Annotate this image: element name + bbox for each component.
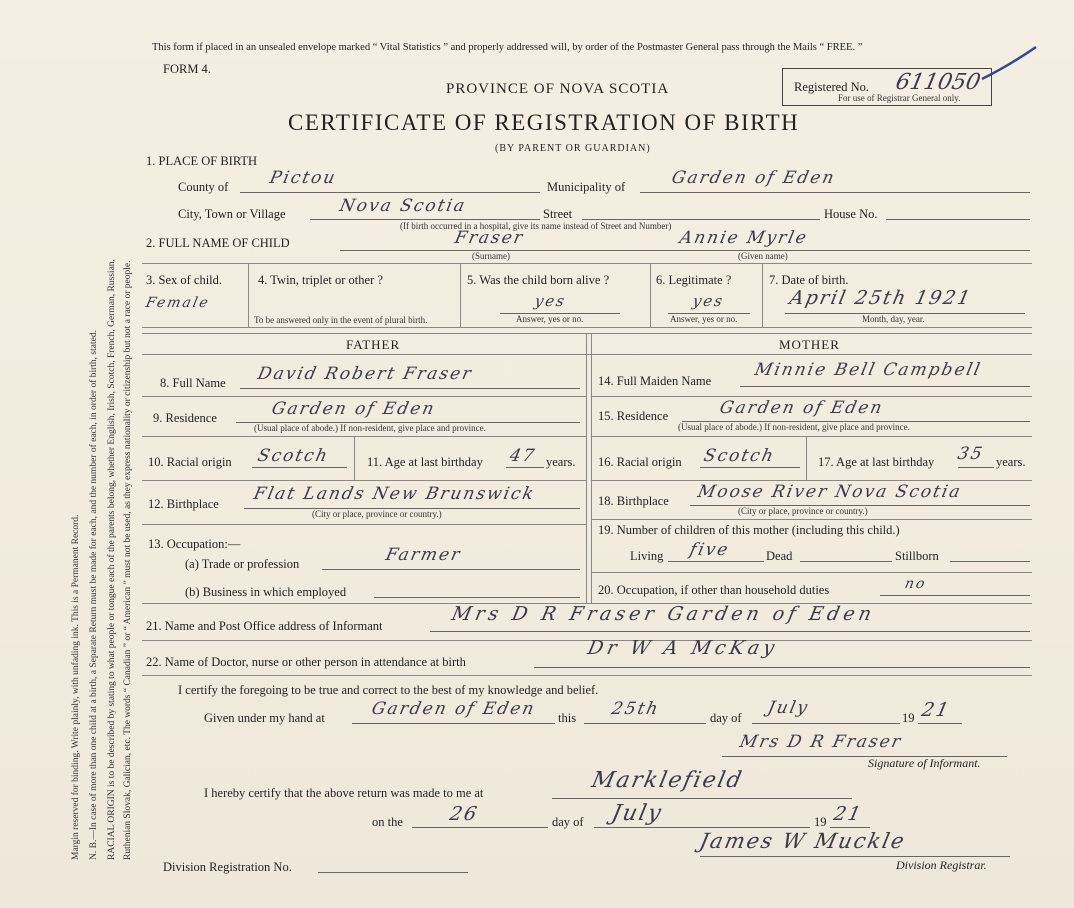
father-row-rule-1 [142,396,586,397]
parents-head-rule [142,354,1032,355]
registrar-year-line [830,827,870,828]
sex-value: Female [144,295,212,311]
mother-name-label: 14. Full Maiden Name [598,374,712,388]
registrar-signature: James W Muckle [697,829,909,853]
hospital-note: (If birth occurred in a hospital, give its name instead of Street and Number) [400,221,672,231]
mother-age-line [958,467,994,468]
father-trade-value: Farmer [383,545,464,565]
mother-residence-value: Garden of Eden [717,398,886,418]
father-age-value: 47 [507,446,538,466]
municipality-line [640,192,1030,193]
details-divider-1 [248,263,249,327]
given-year-prefix: 19 [902,711,915,725]
details-divider-2 [460,263,461,327]
registrar-day-value: 26 [447,803,481,825]
mother-racial-divider [806,436,807,480]
dead-line [800,561,892,562]
father-name-value: David Robert Fraser [255,364,475,384]
mother-row-rule-3 [591,480,1032,481]
living-line [668,561,764,562]
municipality-value: Garden of Eden [669,168,838,188]
mother-occupation-line [880,595,1030,596]
county-label: County of [178,180,229,194]
mother-row-rule-1 [591,396,1032,397]
father-name-line [240,388,580,389]
father-age-line [506,467,544,468]
mother-name-line [740,386,1030,387]
this-label: this [558,711,577,725]
check-mark-icon [980,45,1040,85]
father-residence-label: 9. Residence [153,411,217,425]
doctor-label: 22. Name of Doctor, nurse or other person in attendance at birth [146,655,466,669]
given-day-line [584,723,706,724]
mother-age-value: 35 [955,444,986,464]
child-surname-value: Fraser [452,228,527,248]
division-registrar-label: Division Registrar. [896,858,987,872]
father-business-label: (b) Business in which employed [185,585,347,599]
informant-rule [142,640,1032,641]
father-birthplace-value: Flat Lands New Brunswick [251,484,538,504]
father-trade-label: (a) Trade or profession [185,557,300,571]
margin-multiple-birth-note: N. B.—In case of more than one child at a birth, a Separate Return must be made for each, and the number of each, in order of birth, stated. [89,330,99,860]
registrar-month-value: July [609,801,666,826]
registrar-year-prefix: 19 [814,815,827,829]
certificate-title: CERTIFICATE OF REGISTRATION OF BIRTH [288,110,800,135]
informant-signature-label: Signature of Informant. [868,756,981,770]
living-label: Living [630,549,664,563]
born-alive-note: Answer, yes or no. [516,314,584,324]
municipality-label: Municipality of [547,180,626,194]
twin-label: 4. Twin, triplet or other ? [258,273,383,287]
date-of-birth-label: 7. Date of birth. [769,273,849,287]
father-residence-value: Garden of Eden [269,399,438,419]
division-registration-label: Division Registration No. [163,860,292,874]
father-birthplace-note: (City or place, province or country.) [312,509,442,519]
given-day-value: 25th [609,699,662,719]
born-alive-label: 5. Was the child born alive ? [467,273,610,287]
child-name-label: 2. FULL NAME OF CHILD [146,236,290,250]
street-line [582,219,820,220]
house-no-label: House No. [824,207,878,221]
given-day-of-label: day of [710,711,742,725]
father-name-label: 8. Full Name [160,376,226,390]
father-abode-note: (Usual place of abode.) If non-resident, give place and province. [254,423,486,433]
given-year-value: 21 [919,699,953,721]
mother-row-rule-4 [591,519,1032,520]
postal-notice: This form if placed in an unsealed envelope marked “ Vital Statistics ” and properly addressed will, by order of the Postmaster General pass through the Mails “ FREE. ” [152,42,863,53]
county-line [240,192,540,193]
given-name-note: (Given name) [738,251,788,261]
mother-years-label: years. [996,455,1026,469]
form-number: FORM 4. [163,62,211,76]
given-under-label: Given under my hand at [204,711,325,725]
margin-binding-note: Margin reserved for binding. Write plainly, with unfading ink. This is a Permanent Record. [71,514,81,860]
mother-heading: MOTHER [779,337,840,352]
registrar-signature-line [700,856,1010,857]
registrar-on-the-label: on the [372,815,403,829]
father-row-rule-4 [142,524,586,525]
mother-age-label: 17. Age at last birthday [818,455,935,469]
city-value: Nova Scotia [337,196,469,216]
stillborn-label: Stillborn [895,549,939,563]
given-place-line [352,723,555,724]
mother-racial-line [700,467,800,468]
mother-racial-label: 16. Racial origin [598,455,682,469]
given-month-value: July [765,698,811,718]
informant-signature: Mrs D R Fraser [737,732,905,752]
informant-label: 21. Name and Post Office address of Informant [146,619,383,633]
registered-no-label: Registered No. [794,80,869,94]
division-registration-line [318,872,468,873]
father-heading: FATHER [346,337,401,352]
mother-row-rule-5 [591,572,1032,573]
father-racial-value: Scotch [255,446,331,466]
legitimate-label: 6. Legitimate ? [656,273,732,287]
city-line [310,219,540,220]
registered-no-value: 611050 [893,70,983,95]
registrar-year-value: 21 [831,803,865,825]
mother-abode-note: (Usual place of abode.) If non-resident, give place and province. [678,422,910,432]
registrar-day-of-label: day of [552,815,584,829]
doctor-value: Dr W A McKay [585,637,781,659]
informant-value: Mrs D R Fraser Garden of Eden [449,603,878,625]
father-row-rule-3 [142,480,586,481]
parents-divider-2 [591,333,592,603]
mother-residence-label: 15. Residence [598,409,669,423]
father-trade-line [322,569,580,570]
stillborn-line [950,561,1030,562]
father-racial-divider [354,436,355,480]
place-of-birth-label: 1. PLACE OF BIRTH [146,154,258,168]
doctor-rule [142,675,1032,676]
margin-racial-origin-note-2: Ruthenian Slovak, Galician, etc. The words “ Canadian ” or “ American ” must not be used, as they express nationality or citizenship but not a race or people. [123,260,133,860]
given-place-value: Garden of Eden [369,699,538,719]
mother-name-value: Minnie Bell Campbell [752,360,984,380]
father-row-rule-2 [142,436,586,437]
mother-birthplace-label: 18. Birthplace [598,494,669,508]
registrar-place-value: Marklefield [589,768,746,793]
details-bottom-rule [142,327,1032,328]
dead-label: Dead [766,549,793,563]
province-heading: PROVINCE OF NOVA SCOTIA [446,81,670,97]
father-business-line [374,597,580,598]
details-top-rule [142,263,1032,264]
father-racial-label: 10. Racial origin [148,455,232,469]
mother-occupation-value: no [903,576,929,592]
details-divider-4 [762,263,763,327]
doctor-line [534,667,1030,668]
informant-line [430,631,1030,632]
mother-birthplace-note: (City or place, province or country.) [738,506,868,516]
twin-note: To be answered only in the event of plural birth. [254,315,428,325]
certificate-subtitle: (BY PARENT OR GUARDIAN) [495,143,651,154]
registrar-month-line [594,827,810,828]
child-name-line [340,250,1030,251]
legitimate-note: Answer, yes or no. [670,314,738,324]
registrar-day-line [412,827,548,828]
living-value: five [687,540,732,560]
father-occupation-label: 13. Occupation:— [148,537,241,551]
margin-racial-origin-note: RACIAL ORIGIN is to be described by stating to what people or tongue each of the parents belong, whether English, Irish, Scotch, French, German, Russian, [107,259,117,860]
surname-note: (Surname) [472,251,510,261]
street-label: Street [543,207,573,221]
given-month-line [752,723,900,724]
given-year-line [918,723,962,724]
date-of-birth-value: April 25th 1921 [787,287,974,309]
mother-row-rule-2 [591,436,1032,437]
county-value: Pictou [267,168,339,188]
house-no-line [886,219,1030,220]
parents-top-rule [142,333,1032,334]
registrar-note: For use of Registrar General only. [838,93,961,103]
sex-label: 3. Sex of child. [146,273,223,287]
registrar-statement: I hereby certify that the above return was made to me at [204,786,484,800]
registrar-place-line [552,798,852,799]
date-of-birth-note: Month, day, year. [862,314,925,324]
legitimate-value: yes [691,292,726,310]
certify-statement: I certify the foregoing to be true and correct to the best of my knowledge and belief. [178,683,599,697]
father-racial-line [252,467,347,468]
mother-birthplace-value: Moose River Nova Scotia [695,482,964,502]
parents-divider [586,333,587,603]
mother-racial-value: Scotch [701,446,777,466]
child-given-name-value: Annie Myrle [677,228,810,248]
born-alive-value: yes [533,292,568,310]
city-label: City, Town or Village [178,207,286,221]
father-years-label: years. [546,455,576,469]
mother-occupation-label: 20. Occupation, if other than household duties [598,583,830,597]
details-divider-3 [650,263,651,327]
children-count-label: 19. Number of children of this mother (including this child.) [598,523,900,537]
father-age-label: 11. Age at last birthday [367,455,483,469]
father-birthplace-label: 12. Birthplace [148,497,219,511]
